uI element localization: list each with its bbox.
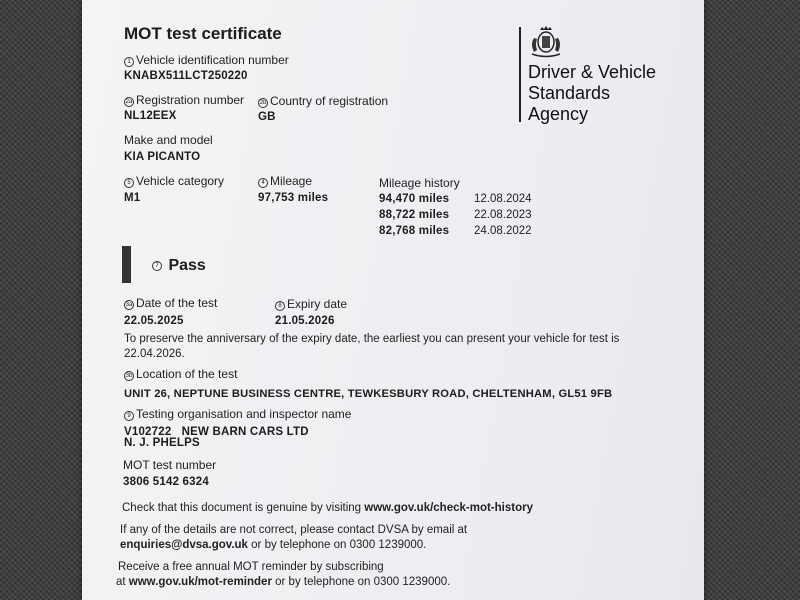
vin-value: KNABX511LCT250220 xyxy=(124,70,248,82)
history-miles-3: 82,768 miles xyxy=(379,225,450,237)
test-number-label: MOT test number xyxy=(123,458,217,472)
field-number: 3a xyxy=(125,302,133,308)
history-date-1: 12.08.2024 xyxy=(474,193,532,205)
history-miles-1: 94,470 miles xyxy=(379,193,450,205)
field-number: 9 xyxy=(124,411,134,421)
test-date-value: 22.05.2025 xyxy=(124,315,184,327)
field-number: 4 xyxy=(258,178,268,188)
history-date-2: 22.08.2023 xyxy=(474,209,532,221)
registration-value: NL12EEX xyxy=(124,110,177,122)
anniversary-note-line1: To preserve the anniversary of the expiry date, the earliest you can present your vehicle for test is xyxy=(124,333,620,345)
anniversary-note-line2: 22.04.2026. xyxy=(124,348,185,360)
field-number: 2a xyxy=(125,99,133,105)
test-number-value: 3806 5142 6324 xyxy=(123,476,209,488)
dvsa-name: Driver & Vehicle Standards Agency xyxy=(528,62,657,124)
category-label: 5 Vehicle category xyxy=(124,174,224,188)
testing-organisation: V102722 NEW BARN CARS LTD xyxy=(124,426,309,438)
field-number: 3b xyxy=(125,373,133,379)
mileage-value: 97,753 miles xyxy=(258,192,329,204)
registration-label: 2a Registration number xyxy=(125,93,245,107)
location-value: UNIT 26, NEPTUNE BUSINESS CENTRE, TEWKESBURY ROAD, CHELTENHAM, GL51 9FB xyxy=(124,388,613,400)
test-result xyxy=(152,257,206,275)
result-bar xyxy=(122,246,131,283)
field-number: 2b xyxy=(259,100,267,106)
incorrect-details-line2: enquiries@dvsa.gov.uk or by telephone on 0300 1239000. xyxy=(120,539,427,551)
certificate-title: MOT test certificate xyxy=(124,24,282,43)
reminder-line1: Receive a free annual MOT reminder by subscribing xyxy=(118,561,384,573)
inspector-label: 9 Testing organisation and inspector name xyxy=(124,407,351,421)
expiry-label: 8 Expiry date xyxy=(275,297,347,311)
expiry-value: 21.05.2026 xyxy=(275,315,335,327)
logo-divider xyxy=(519,27,521,122)
field-number: 8 xyxy=(275,301,285,311)
incorrect-details-line1: If any of the details are not correct, please contact DVSA by email at xyxy=(120,524,468,536)
mot-certificate xyxy=(82,0,704,600)
royal-crest-icon xyxy=(528,26,564,58)
make-model-value: KIA PICANTO xyxy=(124,151,201,163)
country-label: 2b Country of registration xyxy=(259,94,389,108)
reminder-line2: at www.gov.uk/mot-reminder or by telephone on 0300 1239000. xyxy=(116,576,451,588)
history-miles-2: 88,722 miles xyxy=(379,209,450,221)
mot-reminder-link[interactable]: www.gov.uk/mot-reminder xyxy=(128,576,272,588)
field-number: 7 xyxy=(152,261,162,271)
pass-label: Pass xyxy=(168,257,206,274)
inspector-name: N. J. PHELPS xyxy=(124,437,200,449)
make-model-label: Make and model xyxy=(124,133,213,147)
history-date-3: 24.08.2022 xyxy=(474,225,532,237)
field-number: 1 xyxy=(124,57,134,67)
country-value: GB xyxy=(258,111,276,123)
genuine-check-text: Check that this document is genuine by visiting www.gov.uk/check-mot-history xyxy=(122,502,533,514)
mileage-history-label: Mileage history xyxy=(379,176,460,190)
mileage-label: 4 Mileage xyxy=(258,174,312,188)
dvsa-email-link[interactable]: enquiries@dvsa.gov.uk xyxy=(120,539,248,551)
category-value: M1 xyxy=(124,192,141,204)
test-date-label: 3a Date of the test xyxy=(125,296,218,310)
location-label: 3b Location of the test xyxy=(125,367,238,381)
check-mot-history-link[interactable]: www.gov.uk/check-mot-history xyxy=(364,502,533,514)
vin-label: 1 Vehicle identification number xyxy=(124,53,289,67)
field-number: 5 xyxy=(124,178,134,188)
